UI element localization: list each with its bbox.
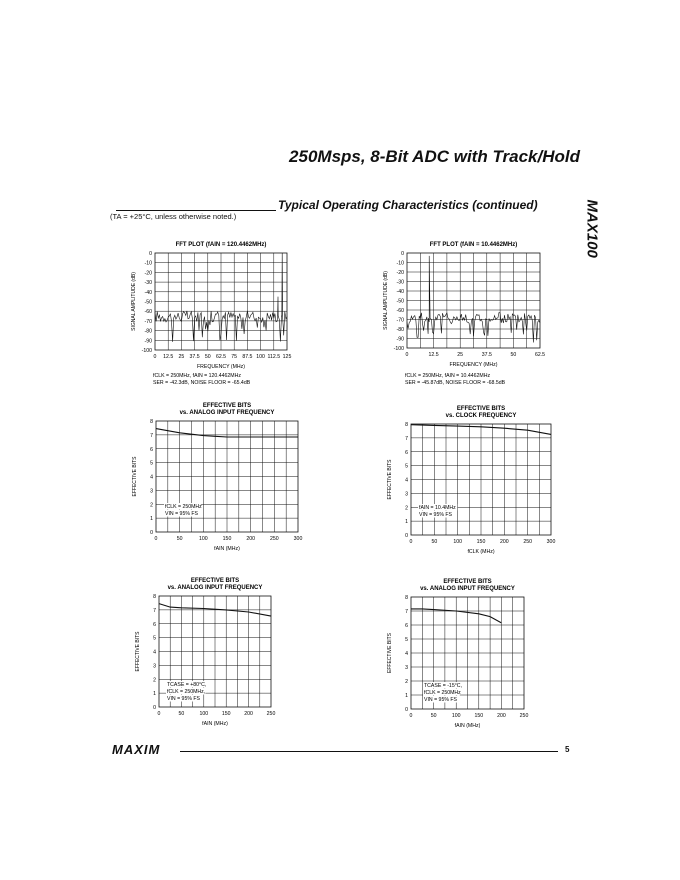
y-tick-label: -20: [396, 270, 404, 276]
x-tick-label: 150: [221, 711, 231, 717]
x-tick-label: 50: [510, 352, 517, 358]
chart-note: VIN = 95% FS: [419, 512, 453, 518]
y-tick-label: -80: [144, 328, 152, 335]
y-tick-label: -50: [396, 298, 404, 305]
x-tick-label: 25: [457, 352, 464, 358]
x-axis-label: FREQUENCY (MHz): [449, 362, 498, 368]
chart-note: VIN = 95% FS: [165, 511, 199, 517]
y-tick-label: 0: [149, 251, 152, 257]
test-conditions: (TA = +25°C, unless otherwise noted.): [110, 212, 237, 221]
y-tick-label: -40: [396, 289, 404, 295]
y-tick-label: 5: [150, 460, 153, 467]
y-tick-label: 1: [153, 691, 156, 698]
y-tick-label: 8: [405, 422, 408, 428]
chart-note: VIN = 95% FS: [424, 697, 458, 703]
chart-title: FFT PLOT (fAIN = 120.4462MHz): [175, 242, 267, 248]
x-axis-label: FREQUENCY (MHz): [196, 364, 246, 370]
x-tick-label: 50: [178, 711, 185, 717]
y-tick-label: 6: [153, 621, 156, 628]
chart-subtitle: vs. ANALOG INPUT FREQUENCY: [420, 586, 515, 592]
x-axis-label: fAIN (MHz): [214, 546, 240, 552]
x-tick-label: 100: [453, 539, 462, 545]
y-tick-label: 6: [405, 623, 408, 629]
y-tick-label: 0: [153, 705, 156, 711]
y-axis-label: SIGNAL AMPLITUDE (dB): [131, 272, 137, 331]
x-tick-label: 250: [519, 713, 529, 719]
y-tick-label: 0: [401, 251, 404, 257]
x-tick-label: 12.5: [428, 352, 439, 358]
x-tick-label: 150: [476, 539, 486, 545]
y-tick-label: -10: [144, 260, 152, 267]
x-axis-label: fAIN (MHz): [202, 721, 228, 727]
x-tick-label: 50: [204, 354, 211, 360]
chart-eb4: [387, 579, 528, 729]
section-title: Typical Operating Characteristics (continued): [278, 198, 538, 212]
y-tick-label: 4: [405, 477, 408, 484]
x-tick-label: 50: [430, 713, 437, 719]
chart-note: VIN = 95% FS: [167, 696, 201, 702]
y-tick-label: 0: [405, 533, 408, 539]
x-tick-label: 250: [270, 536, 279, 542]
x-tick-label: 25: [178, 354, 185, 360]
x-tick-label: 50: [431, 539, 438, 545]
chart-title: EFFECTIVE BITS: [190, 578, 240, 584]
y-tick-label: -70: [144, 318, 152, 325]
x-tick-label: 0: [409, 713, 413, 719]
x-tick-label: 37.5: [189, 354, 200, 360]
y-tick-label: -10: [396, 260, 404, 267]
x-tick-label: 150: [222, 536, 232, 542]
y-tick-label: -50: [144, 299, 152, 306]
y-tick-label: 8: [150, 419, 153, 425]
y-tick-label: 1: [405, 519, 408, 526]
y-tick-label: 2: [150, 502, 153, 509]
y-tick-label: 3: [153, 663, 156, 670]
chart-subtitle: vs. CLOCK FREQUENCY: [445, 413, 517, 419]
x-tick-label: 250: [266, 711, 276, 717]
y-tick-label: -100: [141, 348, 152, 354]
side-part-number-text: MAX100: [583, 199, 601, 258]
y-tick-label: -60: [144, 309, 152, 316]
y-tick-label: 5: [405, 637, 408, 643]
x-tick-label: 200: [244, 711, 253, 717]
x-tick-label: 100: [199, 536, 208, 542]
x-tick-label: 300: [293, 536, 303, 542]
y-tick-label: 3: [405, 665, 408, 671]
y-tick-label: -40: [144, 289, 152, 296]
y-tick-label: 8: [405, 595, 408, 601]
x-tick-label: 62.5: [534, 352, 546, 358]
chart-fft2: [383, 242, 545, 386]
chart-title: EFFECTIVE BITS: [443, 579, 492, 585]
chart-subtitle: vs. ANALOG INPUT FREQUENCY: [179, 410, 275, 416]
y-tick-label: 2: [405, 679, 408, 685]
x-tick-label: 100: [256, 354, 265, 360]
y-axis-label: EFFECTIVE BITS: [135, 631, 141, 672]
x-tick-label: 250: [523, 539, 532, 545]
x-tick-label: 0: [157, 711, 161, 717]
y-tick-label: 3: [405, 491, 408, 498]
y-tick-label: 7: [150, 432, 153, 439]
y-tick-label: 2: [153, 677, 156, 684]
x-tick-label: 300: [546, 539, 556, 545]
x-tick-label: 0: [154, 536, 158, 542]
chart-note: SER = -42.3dB, NOISE FLOOR = -65.4dB: [153, 380, 251, 386]
x-tick-label: 50: [176, 536, 183, 542]
y-tick-label: -30: [144, 280, 152, 287]
chart-note: fCLK = 250MHz: [424, 690, 461, 696]
x-tick-label: 75: [231, 354, 238, 360]
chart-note: SER = -45.87dB, NOISE FLOOR = -68.5dB: [405, 380, 506, 386]
y-tick-label: 4: [405, 651, 408, 657]
x-tick-label: 150: [474, 713, 484, 719]
y-tick-label: 7: [405, 609, 408, 615]
chart-note: fAIN = 10.4MHz: [419, 505, 456, 511]
chart-note: TCASE = +80°C,: [167, 682, 207, 688]
y-tick-label: -60: [396, 308, 404, 314]
y-tick-label: 0: [405, 707, 408, 713]
y-tick-label: 1: [405, 693, 408, 699]
page-number: 5: [565, 745, 570, 754]
y-tick-label: 7: [405, 435, 408, 442]
y-tick-label: 0: [150, 530, 153, 536]
x-tick-label: 100: [199, 711, 209, 717]
chart-eb1: [132, 403, 302, 552]
chart-title: EFFECTIVE BITS: [202, 403, 252, 409]
chart-note: fCLK = 250MHz, fAIN = 10.4462MHz: [405, 373, 491, 379]
y-tick-label: -100: [393, 346, 404, 352]
chart-eb2: [387, 406, 555, 555]
chart-subtitle: vs. ANALOG INPUT FREQUENCY: [167, 585, 263, 591]
y-tick-label: 7: [153, 607, 156, 614]
y-tick-label: 4: [153, 649, 156, 656]
y-tick-label: -20: [144, 270, 152, 277]
y-tick-label: -90: [396, 336, 404, 343]
y-tick-label: 4: [150, 474, 153, 481]
x-tick-label: 200: [500, 539, 509, 545]
x-tick-label: 200: [246, 536, 255, 542]
y-tick-label: 6: [405, 449, 408, 456]
y-axis-label: EFFECTIVE BITS: [132, 456, 138, 497]
maxim-logo: MAXIM: [112, 742, 161, 757]
y-tick-label: -30: [396, 279, 404, 286]
y-axis-label: EFFECTIVE BITS: [387, 459, 393, 500]
chart-fft1: [131, 242, 291, 386]
document-title: 250Msps, 8-Bit ADC with Track/Hold: [289, 147, 580, 166]
x-tick-label: 125: [282, 354, 292, 360]
chart-note: TCASE = -15°C,: [424, 683, 462, 689]
footer-rule: [180, 751, 558, 752]
x-tick-label: 0: [405, 352, 409, 358]
y-axis-label: EFFECTIVE BITS: [387, 632, 393, 674]
y-tick-label: 5: [153, 635, 156, 642]
x-tick-label: 87.5: [242, 354, 253, 360]
y-tick-label: 8: [153, 594, 156, 600]
x-tick-label: 0: [409, 539, 413, 545]
chart-note: fCLK = 250MHz: [165, 504, 202, 510]
x-tick-label: 112.5: [267, 354, 281, 360]
y-tick-label: -70: [396, 317, 404, 324]
x-tick-label: 100: [451, 713, 461, 719]
chart-note: fCLK = 250MHz,: [167, 689, 206, 695]
y-tick-label: 1: [150, 516, 153, 523]
y-tick-label: 5: [405, 463, 408, 470]
x-tick-label: 200: [497, 713, 506, 719]
chart-title: FFT PLOT (fAIN = 10.4462MHz): [429, 242, 518, 248]
x-tick-label: 0: [153, 354, 157, 360]
y-tick-label: 3: [150, 488, 153, 495]
y-tick-label: 6: [150, 446, 153, 453]
chart-title: EFFECTIVE BITS: [456, 406, 506, 412]
y-tick-label: 2: [405, 505, 408, 512]
x-axis-label: fAIN (MHz): [454, 723, 481, 729]
chart-note: fCLK = 250MHz, fAIN = 120.4462MHz: [153, 373, 241, 379]
chart-eb3: [135, 578, 275, 727]
x-tick-label: 37.5: [481, 352, 492, 358]
y-tick-label: -80: [396, 327, 404, 333]
y-tick-label: -90: [144, 338, 152, 345]
y-axis-label: SIGNAL AMPLITUDE (dB): [383, 271, 389, 330]
x-tick-label: 62.5: [215, 354, 227, 360]
x-axis-label: fCLK (MHz): [467, 549, 495, 555]
x-tick-label: 12.5: [163, 354, 174, 360]
